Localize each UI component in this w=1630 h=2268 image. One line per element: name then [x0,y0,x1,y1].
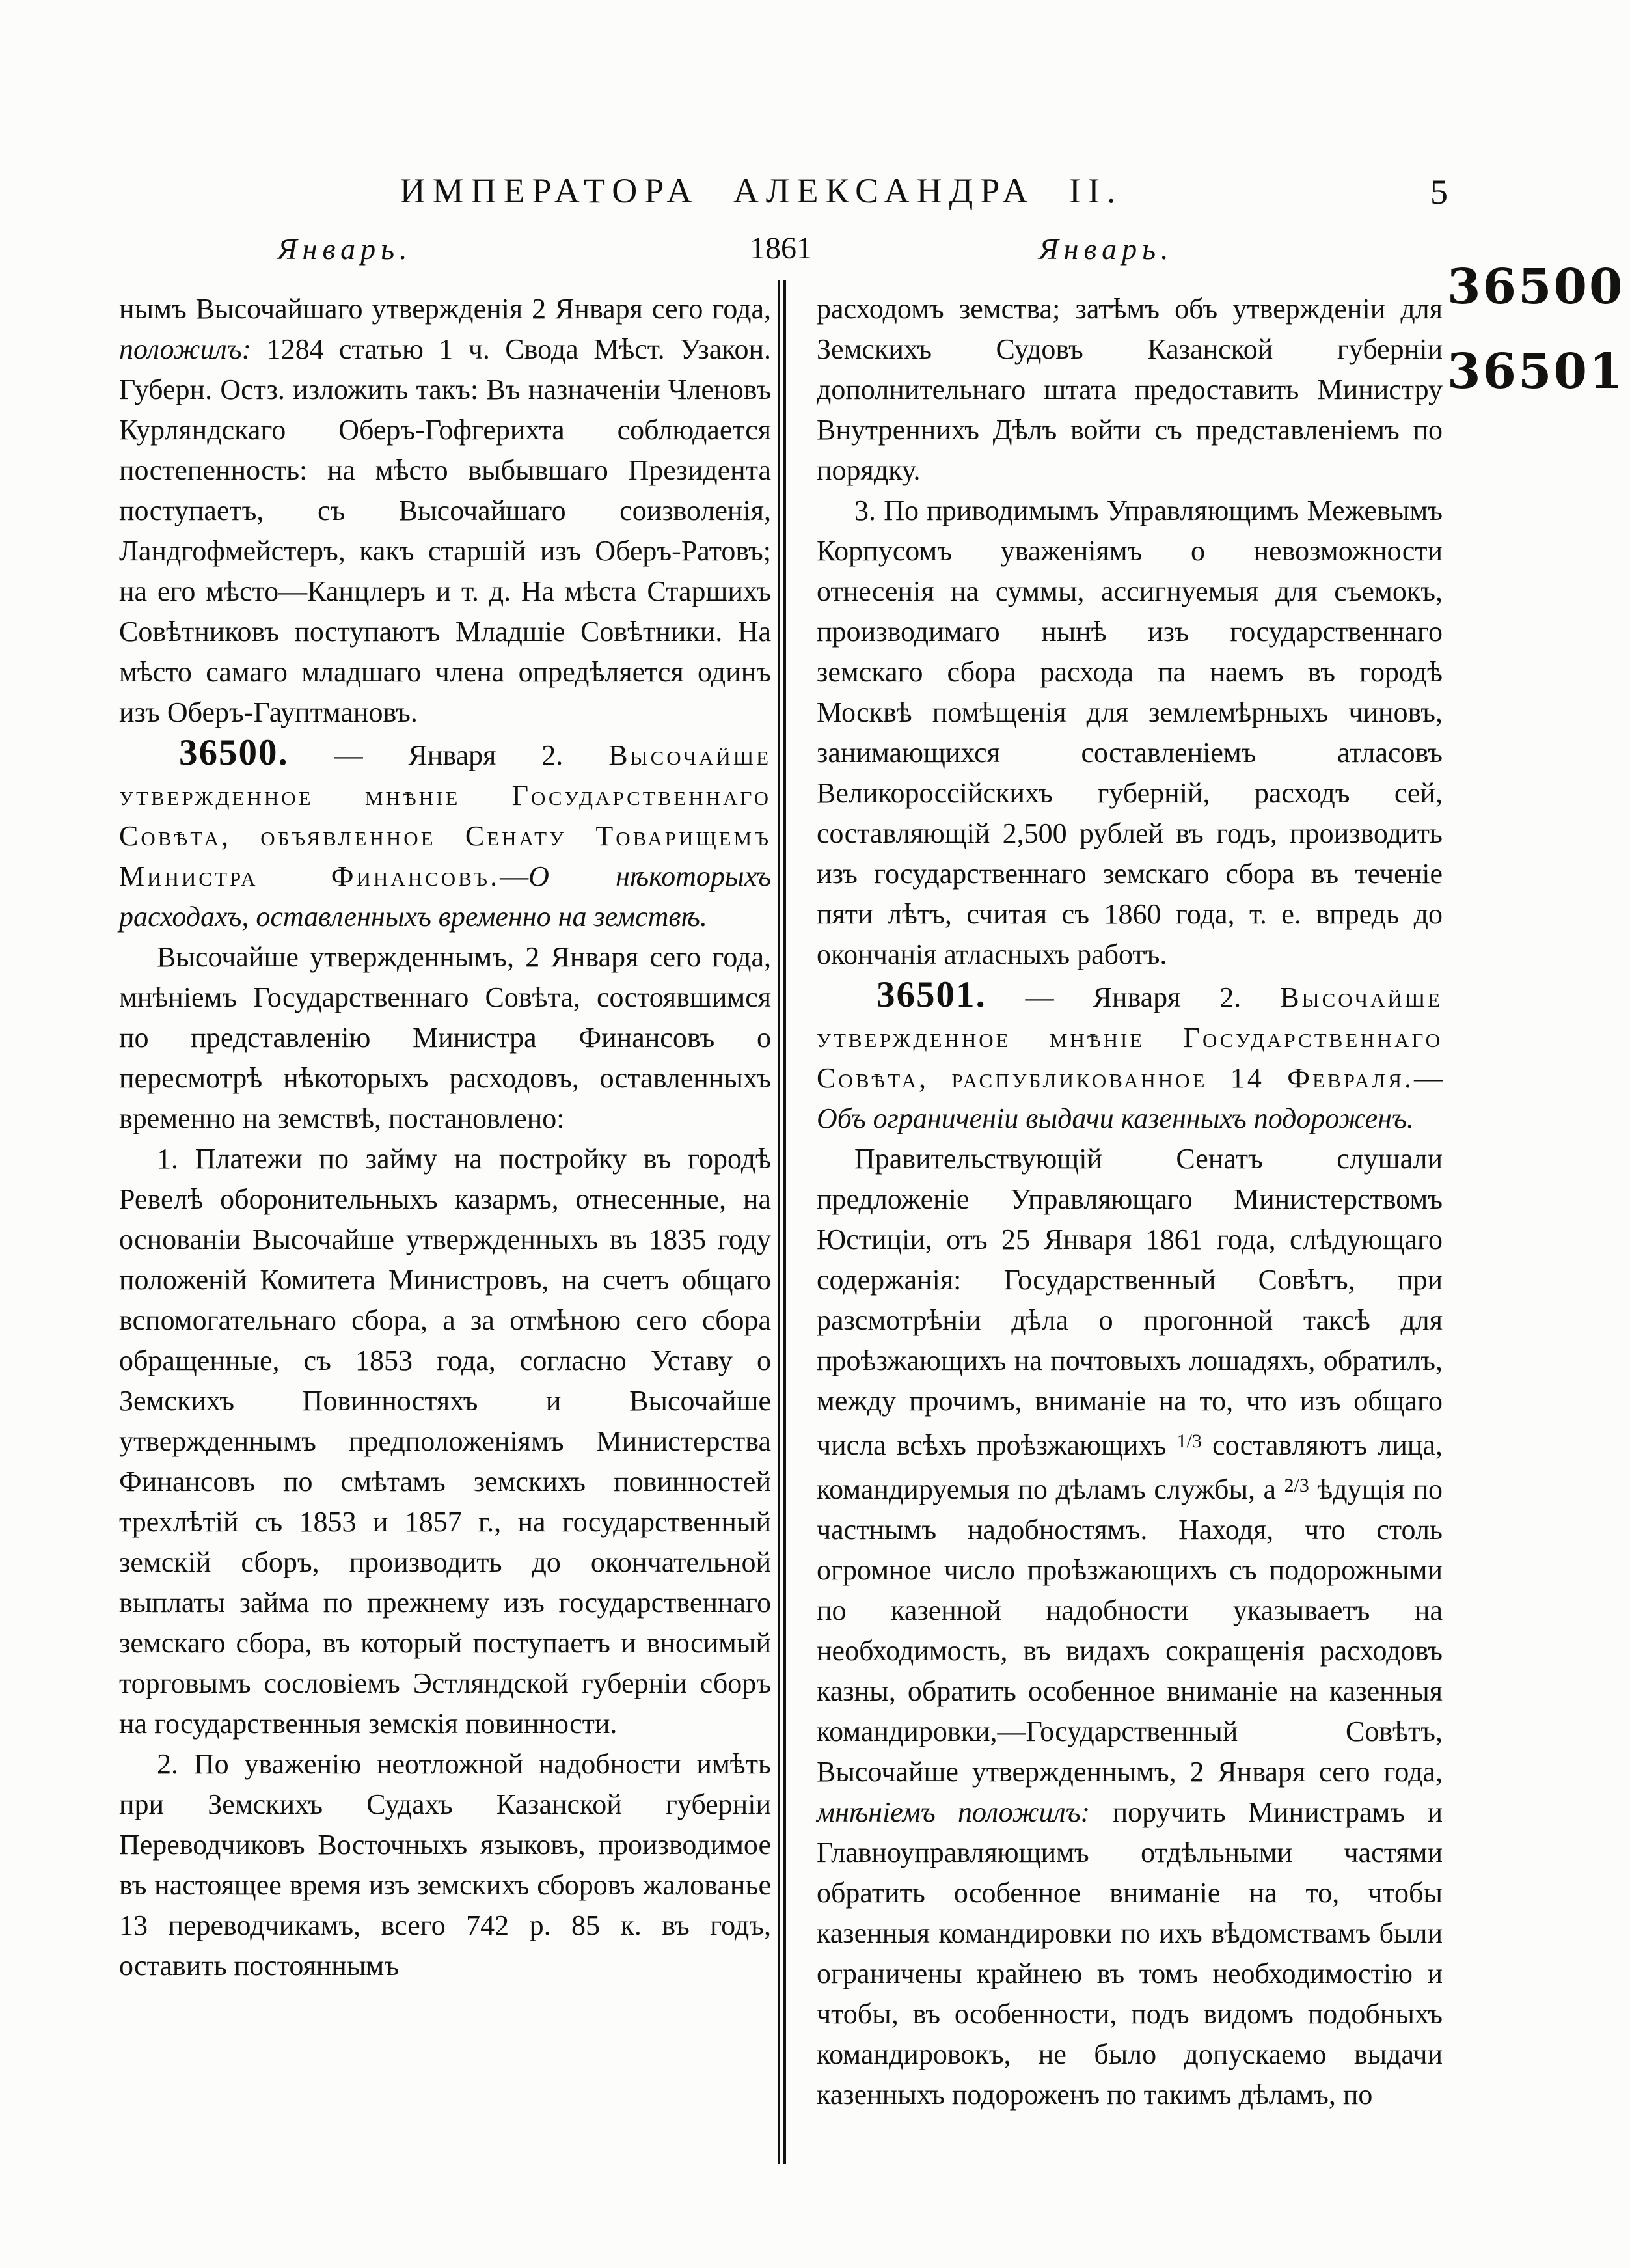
subheader-month-left: Январь. [277,232,413,266]
entry-36501-title: Высочайше утвержденное мнѣніе Государственнаго Совѣта, распубликованное 14 Февраля. [817,981,1443,1094]
subheader-year: 1861 [750,231,812,266]
continuation-paragraph [119,289,771,733]
page-title: ИМПЕРАТОРА АЛЕКСАНДРА II. [400,171,1123,210]
entry-36500-subject: О нѣкоторыхъ расходахъ, оставленныхъ временно на земствѣ. [119,860,771,933]
fraction-one-third: 1/3 [1176,1430,1202,1452]
resolution-paragraph: Высочайше утвержденнымъ, 2 Января сего года, мнѣніемъ Государственнаго Совѣта, состоявшимся по представленію Министра Финансовъ о пересмотрѣ нѣкоторыхъ расходовъ, оставленныхъ временно на земствѣ, постановлено: [119,941,771,1134]
continuation-paragraph-right: расходомъ земства; затѣмъ объ утвержденіи для Земскихъ Судовъ Казанской губерніи дополнительнаго штата предоставить Министру Внутреннихъ Дѣлъ войти съ представленіемъ по порядку. [817,293,1443,486]
entry-36501-dash: — [1414,1062,1443,1094]
page-number: 5 [1430,172,1448,212]
entry-36500-heading [119,733,771,937]
right-column [817,289,1443,2115]
entry-36500-separator: — [288,739,409,771]
senate-italic: мнѣніемъ положилъ: [817,1796,1091,1829]
entry-36501-date: Января 2. [1093,981,1281,1013]
senate-text-3: ѣдущія по частнымъ надобностямъ. Находя, что столь огромное число проѣзжающихъ съ подорожными по казенной надобности указываетъ на необходимость, въ видахъ сокращенія расходовъ казны, обратить особенное вниманіе на казенныя командировки,—Государственный Совѣтъ, Высочайше утвержденнымъ, 2 Января сего года, [817,1473,1443,1788]
continuation-text-2: 1284 статью 1 ч. Свода Мѣст. Узакон. Губерн. Остз. изложить такъ: Въ назначеніи Членовъ Курляндскаго Оберъ-Гофгерихта соблюдается постепенность: на мѣсто выбывшаго Президента поступаетъ, съ Высочайшаго соизволенія, Ландгофмейстеръ, какъ старшій изъ Оберъ-Ратовъ; на его мѣсто—Канцлеръ и т. д. На мѣста Старшихъ Совѣтниковъ поступаютъ Младшіе Совѣтники. На мѣсто самаго младшаго члена опредѣляется одинъ изъ Оберъ-Гауптмановъ. [119,333,771,728]
continuation-text: нымъ Высочайшаго утвержденія 2 Января сего года, [119,293,771,325]
item-3-paragraph: 3. По приводимымъ Управляющимъ Межевымъ Корпусомъ уваженіямъ о невозможности отнесенія на суммы, ассигнуемыя для съемокъ, производимаго нынѣ изъ государственнаго земскаго сбора расхода па наемъ въ городѣ Москвѣ помѣщенія для землемѣрныхъ чиновъ, занимающихся составленіемъ атласовъ Великороссійскихъ губерній, расходъ сей, составляющій 2,500 рублей въ годъ, производить изъ государственнаго земскаго сбора въ теченіе пяти лѣтъ, считая съ 1860 года, т. е. впредь до окончанія атласныхъ работъ. [817,495,1443,970]
entry-36501-separator: — [986,981,1093,1013]
column-divider [778,280,786,2164]
left-column [119,289,771,1986]
continuation-italic: положилъ: [119,333,252,365]
senate-paragraph [817,1139,1443,2115]
entry-36501-heading [817,975,1443,1139]
entry-36500-number: 36500. [179,732,289,773]
entry-36501-subject: Объ ограниченіи выдачи казенныхъ подороженъ. [817,1102,1414,1134]
senate-text-2: составляютъ лица, командируемыя по дѣламъ службы, а [817,1429,1443,1506]
margin-entry-number-36500: 36500 [1447,259,1625,315]
subheader-month-right: Январь. [1039,232,1174,266]
item-2-paragraph: 2. По уваженію неотложной надобности имѣть при Земскихъ Судахъ Казанской губерніи Переводчиковъ Восточныхъ языковъ, производимое въ настоящее время изъ земскихъ сборовъ жалованье 13 переводчикамъ, всего 742 р. 85 к. въ годъ, оставить постояннымъ [119,1748,771,1982]
entry-36500-date: Января 2. [408,739,609,771]
entry-36501-number: 36501. [876,974,986,1015]
entry-36500-title: Высочайше утвержденное мнѣніе Государственнаго Совѣта, объявленное Сенату Товарищемъ Министра Финансовъ. [119,739,772,892]
fraction-two-thirds: 2/3 [1284,1475,1309,1497]
entry-36500-dash: — [500,860,529,892]
item-1-paragraph: 1. Платежи по займу на постройку въ городѣ Ревелѣ оборонительныхъ казармъ, отнесенные, на основаніи Высочайше утвержденныхъ въ 1835 году положеній Комитета Министровъ, на счетъ общаго вспомогательнаго сбора, а за отмѣною сего сбора обращенные, съ 1853 года, согласно Уставу о Земскихъ Повинностяхъ и Высочайше утвержденнымъ предположеніямъ Министерства Финансовъ по смѣтамъ земскихъ повинностей трехлѣтій съ 1853 и 1857 г., на государственный земскій сборъ, производить до окончательной выплаты займа по прежнему изъ государственнаго земскаго сбора, въ который поступаетъ и вносимый торговымъ сословіемъ Эстляндской губерніи сборъ на государственныя земскія повинности. [119,1143,771,1740]
margin-entry-number-36501: 36501 [1447,344,1625,400]
senate-text-4: поручить Министрамъ и Главноуправляющимъ отдѣльными частями обратить особенное вниманіе на то, чтобы казенныя командировки по ихъ вѣдомствамъ были ограничены крайнею въ томъ необходимостію и чтобы, въ особенности, подъ видомъ подобныхъ командировокъ, не было допускаемо выдачи казенныхъ подороженъ по такимъ дѣламъ, по [817,1796,1443,2111]
senate-text-1: Правительствующій Сенатъ слушали предложеніе Управляющаго Министерствомъ Юстиціи, отъ 25 Января 1861 года, слѣдующаго содержанія: Государственный Совѣтъ, при разсмотрѣніи дѣла о прогонной таксѣ для проѣзжающихъ на почтовыхъ лошадяхъ, обратилъ, между прочимъ, вниманіе на то, что изъ общаго числа всѣхъ проѣзжающихъ [817,1143,1443,1462]
